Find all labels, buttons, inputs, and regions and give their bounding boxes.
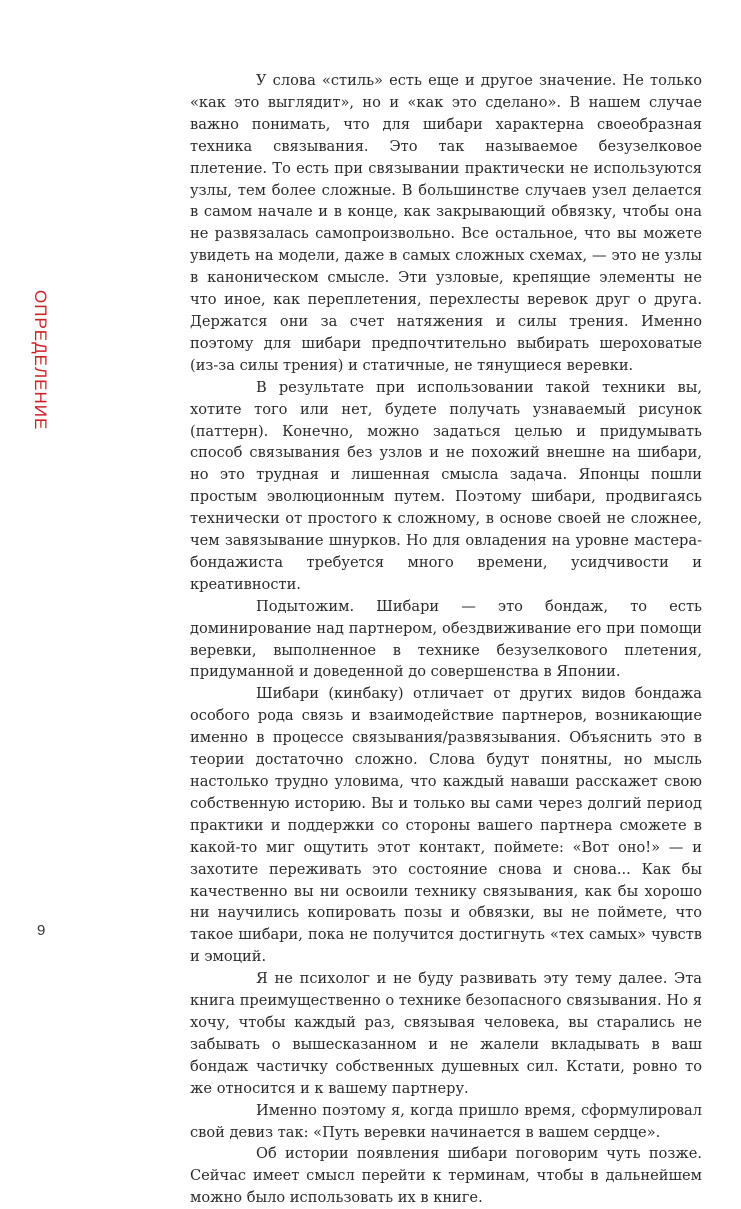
body-text [190,70,702,1209]
section-title: ОПРЕДЕЛЕНИЕ [31,290,50,431]
paragraph: Шибари (кинбаку) отличает от других видов бондажа особого рода связь и взаимодействие партнеров, возникающие именно в процессе связывания/развязывания. Объяснить это в теории достаточно сложно. Слова будут понятны, но мысль настолько трудно уловима, что каждый наваши расскажет свою собственную историю. Вы и только вы сами через долгий период практики и поддержки со стороны вашего партнера сможете в какой-то миг ощутить этот контакт, поймете: «Вот оно!» — и захотите переживать это состояние снова и снова... Как бы качественно вы ни освоили технику связывания, как бы хорошо ни научились копировать позы и обвязки, вы не поймете, что такое шибари, пока не получится достигнуть «тех самых» чувств и эмоций. [190,685,702,966]
paragraph: Именно поэтому я, когда пришло время, сформулировал свой девиз так: «Путь веревки начинается в вашем сердце». [190,1101,702,1141]
paragraph: Подытожим. Шибари — это бондаж, то есть доминирование над партнером, обездвиживание его при помощи веревки, выполненное в технике безузелкового плетения, придуманной и доведенной до совершенства в Японии. [190,597,702,681]
paragraph: Я не психолог и не буду развивать эту тему далее. Эта книга преимущественно о технике безопасного связывания. Но я хочу, чтобы каждый раз, связывая человека, вы старались не забывать о вышесказанном и не жалели вкладывать в ваш бондаж частичку собственных душевных сил. Кстати, ровно то же относится и к вашему партнеру. [190,970,702,1097]
paragraph: Об истории появления шибари поговорим чуть позже. Сейчас имеет смысл перейти к терминам, чтобы в дальнейшем можно было использовать их в книге. [190,1145,702,1207]
paragraph: В результате при использовании такой техники вы, хотите того или нет, будете получать узнаваемый рисунок (паттерн). Конечно, можно задаться целью и придумывать способ связывания без узлов и не похожий внешне на шибари, но это трудная и лишенная смысла задача. Японцы пошли простым эволюционным путем. Поэтому шибари, продвигаясь технически от простого к сложному, в основе своей не сложнее, чем завязывание шнурков. Но для овладения на уровне мастера-бондажиста требуется много времени, усидчивости и креативности. [190,378,702,593]
paragraph: У слова «стиль» есть еще и другое значение. Не только «как это выглядит», но и «как это сделано». В нашем случае важно понимать, что для шибари характерна своеобразная техника связывания. Это так называемое безузелковое плетение. То есть при связывании практически не используются узлы, тем более сложные. В большинстве случаев узел делается в самом начале и в конце, как закрывающий обвязку, чтобы она не развязалась самопроизвольно. Все остальное, что вы можете увидеть на модели, даже в самых сложных схемах, — это не узлы в каноническом смысле. Эти узловые, крепящие элементы не что иное, как переплетения, перехлесты веревок друг о друга. Держатся они за счет натяжения и силы трения. Именно поэтому для шибари предпочтительно выбирать шероховатые (из-за силы трения) и статичные, не тянущиеся веревки. [190,72,702,374]
page-number: 9 [37,922,46,939]
